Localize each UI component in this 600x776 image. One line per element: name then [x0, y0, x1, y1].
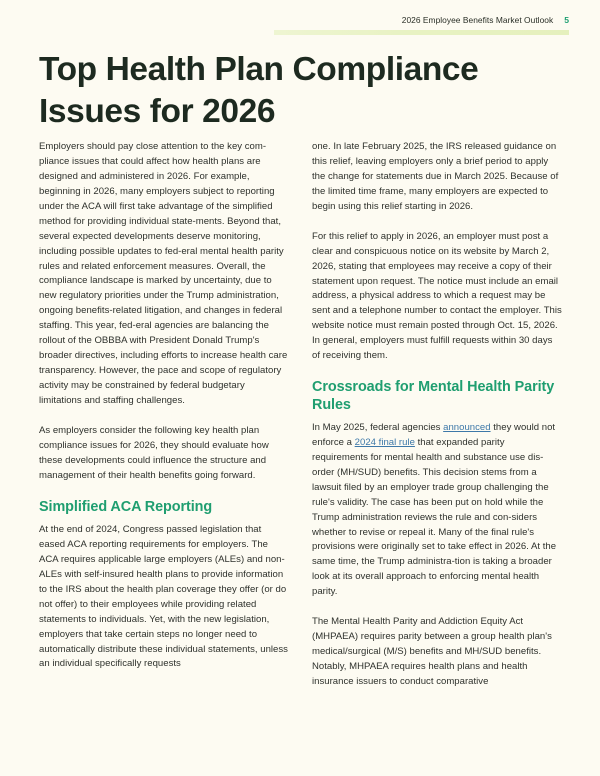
page-title: Top Health Plan Compliance Issues for 2026	[39, 51, 479, 130]
left-column	[39, 140, 289, 690]
section-heading-simplified-aca-reporting: Simplified ACA Reporting	[39, 498, 213, 515]
running-header	[402, 15, 569, 25]
link-announced[interactable]: announced	[443, 421, 491, 433]
paragraph-intro-transition: As employers consider the following key health plan compliance issues for 2026, they should evaluate how these developments could influence the structure and management of their health benefits going forward.	[39, 424, 269, 481]
paragraph-parity-enforcement	[312, 421, 562, 600]
paragraph-website-notice: For this relief to apply in 2026, an employer must post a clear and conspicuous notice on its website by March 2, 2026, stating that employees may receive a copy of their statement upon request. The notice must include an email address, a physical address to which a request may be sent and a telephone number to contact the employer. This website notice must remain posted through Oct. 15, 2026. In general, employers must fulfill requests within 30 days of receiving them.	[312, 230, 562, 362]
paragraph-irs-guidance: one. In late February 2025, the IRS released guidance on this relief, leaving employers only a brief period to apply the change for statements due in March 2025. Because of the limited time frame, many employers are expected to begin using this relief starting in 2026.	[312, 141, 559, 212]
page-number: 5	[564, 15, 569, 25]
parity-text-segment-3: that expanded parity requirements for mental health and substance use dis-order (MH/SUD) benefits. This decision stems from a lawsuit filed by an employer trade group challenging the rule's validity. The case has been put on hold while the Trump administration reviews the rule and con-siders whether to revise or repeal it. Many of the final rule's provisions were originally set to take effect in 2026. At the same time, the Trump administra-tion is taking a broader look at its overall approach to enforcing mental health parity.	[312, 436, 557, 598]
header-rule-divider	[274, 30, 569, 35]
section-heading-mental-health-parity: Crossroads for Mental Health Parity Rules	[312, 379, 555, 413]
two-column-body	[39, 140, 562, 690]
paragraph-intro-overview: Employers should pay close attention to the key com-pliance issues that could affect how health plans are designed and administered in 2026. For example, beginning in 2026, many employers subject to reporting under the ACA will first take advantage of the simplified method for providing individual state-ments. Beyond that, several expected developments deserve monitoring, including possible updates to fed-eral mental health parity rules and related enforcement measures. Overall, the compliance landscape is marked by uncertainty, due to new regulatory priorities under the Trump administration, ongoing benefits-related litigation, and changes in federal staffing. This year, fed-eral agencies are balancing the rollout of the OBBBA with President Donald Trump's broader directives, including efforts to increase health care transparency. However, the pace and scope of regulatory activity may be constrained by federal budgetary limitations and staffing challenges.	[39, 141, 288, 406]
parity-text-segment-2: they would not enforce a	[312, 421, 556, 448]
paragraph-mhpaea-overview: The Mental Health Parity and Addiction Equity Act (MHPAEA) requires parity between a group health plan's medical/surgical (M/S) benefits and MH/SUD benefits. Notably, MHPAEA requires health plans and health insurance issuers to conduct comparative	[312, 616, 552, 687]
parity-text-segment-1: In May 2025, federal agencies	[312, 421, 444, 433]
link-2024-final-rule[interactable]: 2024 final rule	[354, 436, 415, 448]
running-header-title: 2026 Employee Benefits Market Outlook	[401, 15, 554, 25]
paragraph-aca-reporting-body: At the end of 2024, Congress passed legislation that eased ACA reporting requirements for employers. The ACA requires applicable large employers (ALEs) and non-ALEs with self-insured health plans to provide information to the IRS about the health plan coverage they offer (or do not offer) to their employees while providing related statements to individuals. Yet, with the new legislation, employers that take certain steps no longer need to automatically distribute these individual statements, unless an individual specifically requests	[39, 524, 288, 670]
right-column	[312, 140, 562, 690]
